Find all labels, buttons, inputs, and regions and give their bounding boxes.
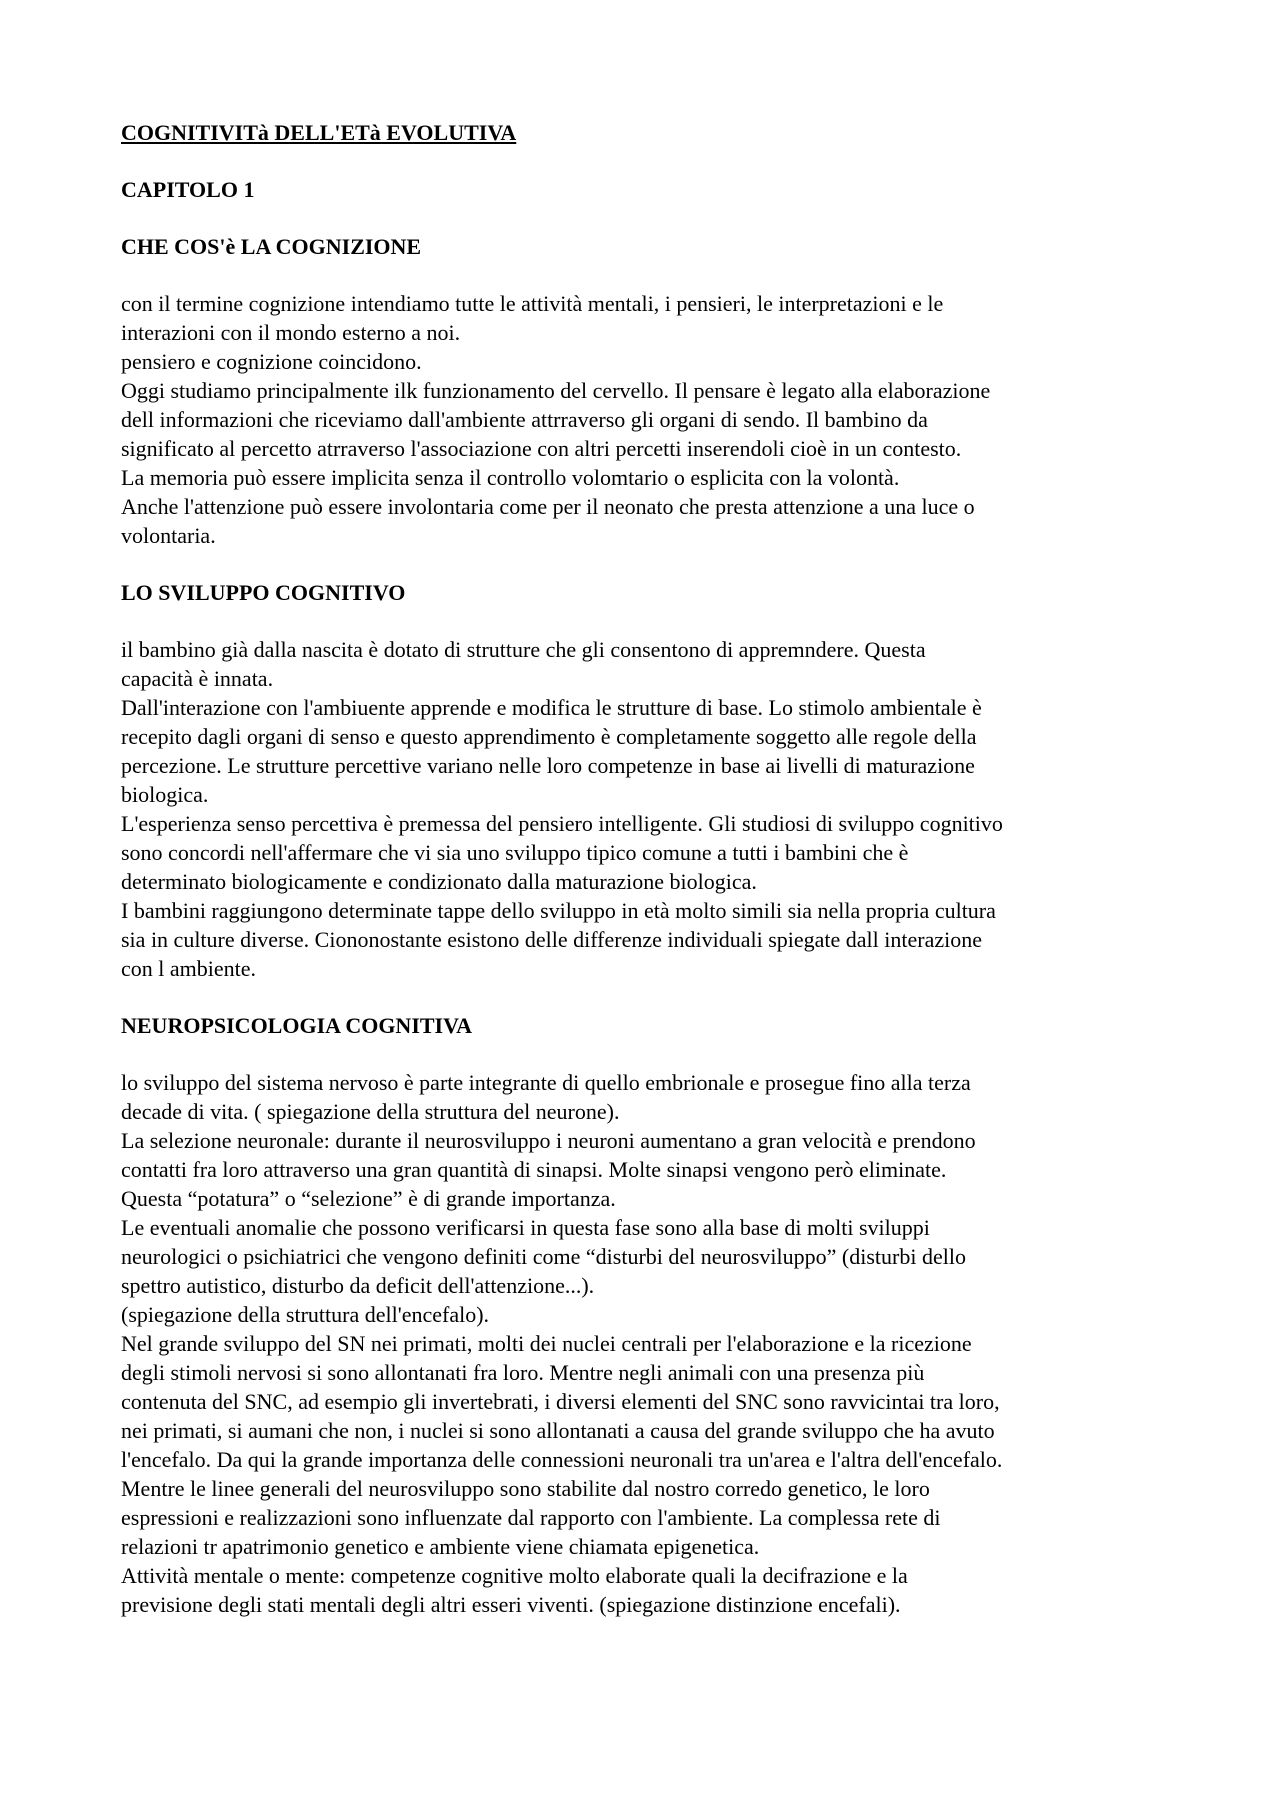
text-line: pensiero e cognizione coincidono. <box>121 349 422 374</box>
text-line: espressioni e realizzazioni sono influenzate dal rapporto con l'ambiente. La complessa rete di <box>121 1505 941 1530</box>
text-line: contatti fra loro attraverso una gran quantità di sinapsi. Molte sinapsi vengono però eliminate. <box>121 1157 947 1182</box>
text-line: sono concordi nell'affermare che vi sia uno sviluppo tipico comune a tutti i bambini che è <box>121 840 909 865</box>
text-line: interazioni con il mondo esterno a noi. <box>121 320 461 345</box>
text-line: Mentre le linee generali del neurosviluppo sono stabilite dal nostro corredo genetico, le loro <box>121 1476 930 1501</box>
text-line: Dall'interazione con l'ambiuente apprende e modifica le strutture di base. Lo stimolo ambientale è <box>121 695 982 720</box>
document-body <box>121 232 1181 1619</box>
text-line: percezione. Le strutture percettive variano nelle loro competenze in base ai livelli di maturazione <box>121 753 975 778</box>
section-paragraph <box>121 289 1181 550</box>
chapter-heading: CAPITOLO 1 <box>121 177 255 202</box>
document-title: COGNITIVITà DELL'ETà EVOLUTIVA <box>121 120 517 145</box>
text-line: con il termine cognizione intendiamo tutte le attività mentali, i pensieri, le interpretazioni e le <box>121 291 944 316</box>
text-line: volontaria. <box>121 523 216 548</box>
text-line: degli stimoli nervosi si sono allontanati fra loro. Mentre negli animali con una presenza più <box>121 1360 925 1385</box>
document-page <box>121 118 1181 1647</box>
text-line: lo sviluppo del sistema nervoso è parte integrante di quello embrionale e prosegue fino alla terza <box>121 1070 971 1095</box>
text-line: (spiegazione della struttura dell'encefalo). <box>121 1302 490 1327</box>
section-heading: LO SVILUPPO COGNITIVO <box>121 580 406 605</box>
text-line: Attività mentale o mente: competenze cognitive molto elaborate quali la decifrazione e la <box>121 1563 908 1588</box>
text-line: nei primati, si aumani che non, i nuclei si sono allontanati a causa del grande sviluppo che ha avuto <box>121 1418 995 1443</box>
section-paragraph <box>121 1068 1181 1619</box>
text-line: La selezione neuronale: durante il neurosviluppo i neuroni aumentano a gran velocità e prendono <box>121 1128 976 1153</box>
text-line: relazioni tr apatrimonio genetico e ambiente viene chiamata epigenetica. <box>121 1534 760 1559</box>
text-line: I bambini raggiungono determinate tappe dello sviluppo in età molto simili sia nella propria cultura <box>121 898 996 923</box>
text-line: determinato biologicamente e condizionato dalla maturazione biologica. <box>121 869 757 894</box>
text-line: La memoria può essere implicita senza il controllo volomtario o esplicita con la volontà. <box>121 465 900 490</box>
text-line: l'encefalo. Da qui la grande importanza delle connessioni neuronali tra un'area e l'altra dell'encefalo. <box>121 1447 1003 1472</box>
text-line: decade di vita. ( spiegazione della struttura del neurone). <box>121 1099 620 1124</box>
text-line: Le eventuali anomalie che possono verificarsi in questa fase sono alla base di molti sviluppi <box>121 1215 930 1240</box>
text-line: sia in culture diverse. Ciononostante esistono delle differenze individuali spiegate dall interazione <box>121 927 982 952</box>
section-heading: CHE COS'è LA COGNIZIONE <box>121 234 422 259</box>
text-line: neurologici o psichiatrici che vengono definiti come “disturbi del neurosviluppo” (disturbi dello <box>121 1244 966 1269</box>
text-line: spettro autistico, disturbo da deficit dell'attenzione...). <box>121 1273 595 1298</box>
text-line: Oggi studiamo principalmente ilk funzionamento del cervello. Il pensare è legato alla elaborazione <box>121 378 991 403</box>
text-line: dell informazioni che riceviamo dall'ambiente attrraverso gli organi di sendo. Il bambino da <box>121 407 928 432</box>
section-heading: NEUROPSICOLOGIA COGNITIVA <box>121 1013 473 1038</box>
section-paragraph <box>121 635 1181 983</box>
text-line: Anche l'attenzione può essere involontaria come per il neonato che presta attenzione a una luce o <box>121 494 975 519</box>
text-line: significato al percetto atrraverso l'associazione con altri percetti inserendoli cioè in un contesto. <box>121 436 962 461</box>
text-line: recepito dagli organi di senso e questo apprendimento è completamente soggetto alle regole della <box>121 724 977 749</box>
text-line: previsione degli stati mentali degli altri esseri viventi. (spiegazione distinzione encefali). <box>121 1592 901 1617</box>
text-line: con l ambiente. <box>121 956 257 981</box>
text-line: contenuta del SNC, ad esempio gli invertebrati, i diversi elementi del SNC sono ravvicintai tra loro, <box>121 1389 1000 1414</box>
text-line: Nel grande sviluppo del SN nei primati, molti dei nuclei centrali per l'elaborazione e la ricezione <box>121 1331 972 1356</box>
text-line: Questa “potatura” o “selezione” è di grande importanza. <box>121 1186 616 1211</box>
text-line: L'esperienza senso percettiva è premessa del pensiero intelligente. Gli studiosi di sviluppo cognitivo <box>121 811 1003 836</box>
text-line: biologica. <box>121 782 209 807</box>
text-line: il bambino già dalla nascita è dotato di strutture che gli consentono di appremndere. Questa <box>121 637 926 662</box>
text-line: capacità è innata. <box>121 666 274 691</box>
